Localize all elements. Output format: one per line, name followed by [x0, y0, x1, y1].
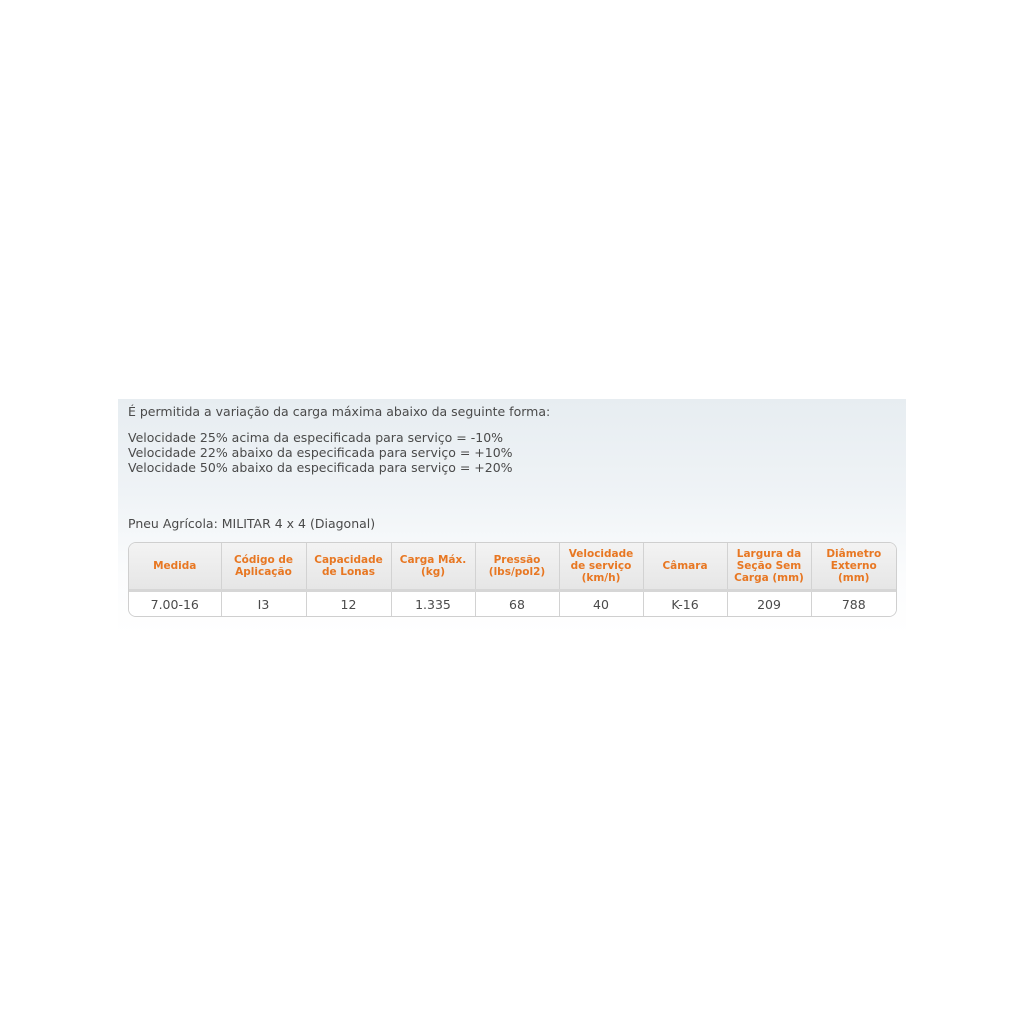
tire-title: Pneu Agrícola: MILITAR 4 x 4 (Diagonal): [128, 516, 376, 531]
table-cell: 788: [811, 591, 896, 617]
column-header: Medida: [129, 543, 221, 591]
column-header: Carga Máx. (kg): [391, 543, 475, 591]
table-row: [129, 591, 896, 617]
table-cell: 7.00-16: [129, 591, 221, 617]
table-cell: I3: [221, 591, 306, 617]
speed-rule: Velocidade 50% abaixo da especificada para serviço = +20%: [128, 460, 513, 475]
speed-rule: Velocidade 25% acima da especificada para serviço = -10%: [128, 430, 504, 445]
column-header: Código de Aplicação: [221, 543, 306, 591]
column-header: Pressão (lbs/pol2): [475, 543, 559, 591]
speed-rule: Velocidade 22% abaixo da especificada para serviço = +10%: [128, 445, 513, 460]
table-cell: 68: [475, 591, 559, 617]
table-cell: 1.335: [391, 591, 475, 617]
tire-info-panel: [118, 399, 906, 635]
tire-spec-table: [128, 542, 897, 617]
column-header: Capacidade de Lonas: [306, 543, 391, 591]
column-header: Câmara: [643, 543, 727, 591]
load-variation-intro: É permitida a variação da carga máxima abaixo da seguinte forma:: [128, 404, 551, 419]
table-cell: 12: [306, 591, 391, 617]
table-cell: 209: [727, 591, 811, 617]
column-header: Velocidade de serviço (km/h): [559, 543, 643, 591]
column-header: Largura da Seção Sem Carga (mm): [727, 543, 811, 591]
table-cell: K-16: [643, 591, 727, 617]
column-header: Diâmetro Externo (mm): [811, 543, 896, 591]
speed-load-rules: [128, 430, 513, 475]
table-cell: 40: [559, 591, 643, 617]
table-header-row: [129, 543, 896, 591]
